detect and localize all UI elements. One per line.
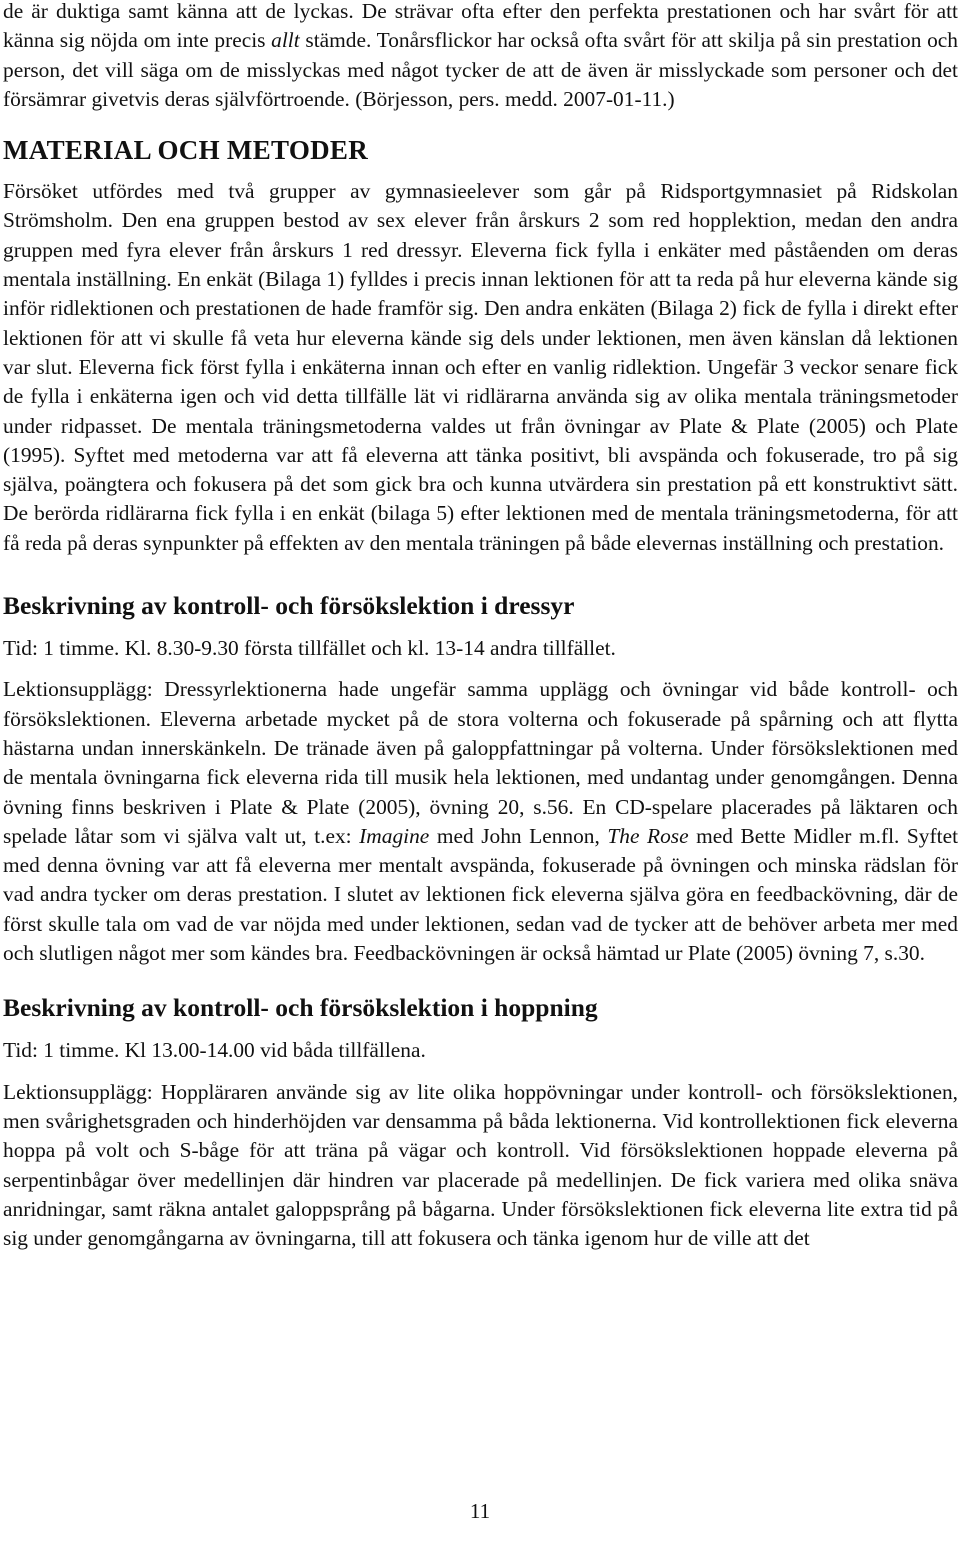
dressyr-lesson-paragraph (3, 675, 958, 968)
song-title-imagine: Imagine (359, 823, 430, 848)
page-number: 11 (469, 1499, 491, 1523)
dressyr-heading: Beskrivning av kontroll- och försökslektion i dressyr (3, 591, 575, 621)
material-heading: MATERIAL OCH METODER (3, 135, 369, 166)
intro-paragraph (3, 0, 958, 114)
material-paragraph: Försöket utfördes med två grupper av gymnasieelever som går på Ridsportgymnasiet på Ridskolan Strömsholm. Den ena gruppen bestod av sex elever från årskurs 2 som red hopplektion, medan den andra gruppen med fyra elever från årskurs 1 red dressyr. Eleverna fick fylla i enkäter med påståenden om deras mentala inställning. En enkät (Bilaga 1) fylldes i precis innan lektionen för att ta reda på hur eleverna kände sig inför ridlektionen och prestationen de hade framför sig. Den andra enkäten (Bilaga 2) fick de fylla i direkt efter lektionen för att vi skulle få veta hur eleverna kände sig dels under lektionen, men även känslan då lektionen var slut. Eleverna fick först fylla i enkäterna innan och efter en vanlig ridlektion. Ungefär 3 veckor senare fick de fylla i enkäterna igen och vid detta tillfälle lät vi ridlärarna använda sig av olika mentala träningsmetoder under ridpasset. De mentala träningsmetoderna valdes ut från övningar av Plate & Plate (2005) och Plate (1995). Syftet med metoderna var att få eleverna att tänka positivt, bli avspända och fokuserade, tro på sig själva, poängtera och fokusera på det som gick bra och kunna utvärdera sin prestation på ett konstruktivt sätt. De berörda ridlärarna fick fylla i en enkät (bilaga 5) efter lektionen med de mentala träningsmetoderna, för att få reda på deras synpunkter på effekten av den mentala träningen på både elevernas inställning och prestation. (3, 179, 958, 555)
intro-emphasis: allt (271, 28, 300, 53)
song-title-the-rose: The Rose (607, 823, 689, 848)
hoppning-heading: Beskrivning av kontroll- och försökslektion i hoppning (3, 993, 598, 1023)
dressyr-lesson-text-b: med John Lennon, (429, 823, 608, 848)
dressyr-time: Tid: 1 timme. Kl. 8.30-9.30 första tillfället och kl. 13-14 andra tillfället. (3, 636, 616, 661)
intro-text-end: stämde. Tonårsflickor har också ofta svårt för att skilja på sin prestation och person, det vill säga om de misslyckas med något tycker de att de även är misslyckade som personer och det försämrar givetvis deras självförtroende. (Börjesson, pers. medd. 2007-01-11.) (3, 28, 958, 111)
hoppning-lesson-paragraph: Lektionsupplägg: Hoppläraren använde sig av lite olika hoppövningar under kontroll- och försökslektionen, men svårighetsgraden och hinderhöjden var densamma på båda lektionerna. Vid kontrollektionen fick eleverna hoppa på volt och S-båge för att träna på vägar och kontroll. Vid försökslektionen hoppade eleverna på serpentinbågar över medellinjen där hindren var placerade på medellinjen. De fick variera med olika snäva anridningar, samt räkna antalet galoppsprång på bågarna. Under försökslektionen fick eleverna lite extra tid på sig under genomgångarna av övningarna, till att fokusera och tänka igenom hur de ville att det (3, 1079, 958, 1251)
intro-text-start: de är duktiga samt känna att de lyckas. De strävar ofta efter den perfekta prestationen och har svårt för att känna sig nöjda om inte precis (3, 0, 958, 53)
dressyr-lesson-text-a: Lektionsupplägg: Dressyrlektionerna hade ungefär samma upplägg och övningar vid både kontroll- och försökslektionen. Eleverna arbetade mycket på de stora volterna och fokuserade på spårning och att flytta hästarna undan innerskänkeln. De tränade även på galoppfattningar på volterna. Under försökslektionen med de mentala övningarna fick eleverna rida till musik hela lektionen, med undantag under genomgången. Denna övning finns beskriven i Plate & Plate (2005), övning 20, s.56. En CD-spelare placerades på läktaren och spelade låtar som vi själva valt ut, t.ex: (3, 677, 958, 848)
document-page (3, 0, 958, 1253)
hoppning-time: Tid: 1 timme. Kl 13.00-14.00 vid båda tillfällena. (3, 1038, 426, 1063)
dressyr-lesson-text-c: med Bette Midler m.fl. Syftet med denna övning var att få eleverna mer mentalt avspända, fokuserade på övningen och minska rädslan för vad andra tycker om deras prestation. I slutet av lektionen fick eleverna själva göra en feedbackövning, där de först skulle tala om vad de var nöjda med under lektionen, sedan vad de tycker att de behöver arbeta mer med och slutligen något mer som kändes bra. Feedbackövningen är också hämtad ur Plate (2005) övning 7, s.30. (3, 823, 959, 966)
